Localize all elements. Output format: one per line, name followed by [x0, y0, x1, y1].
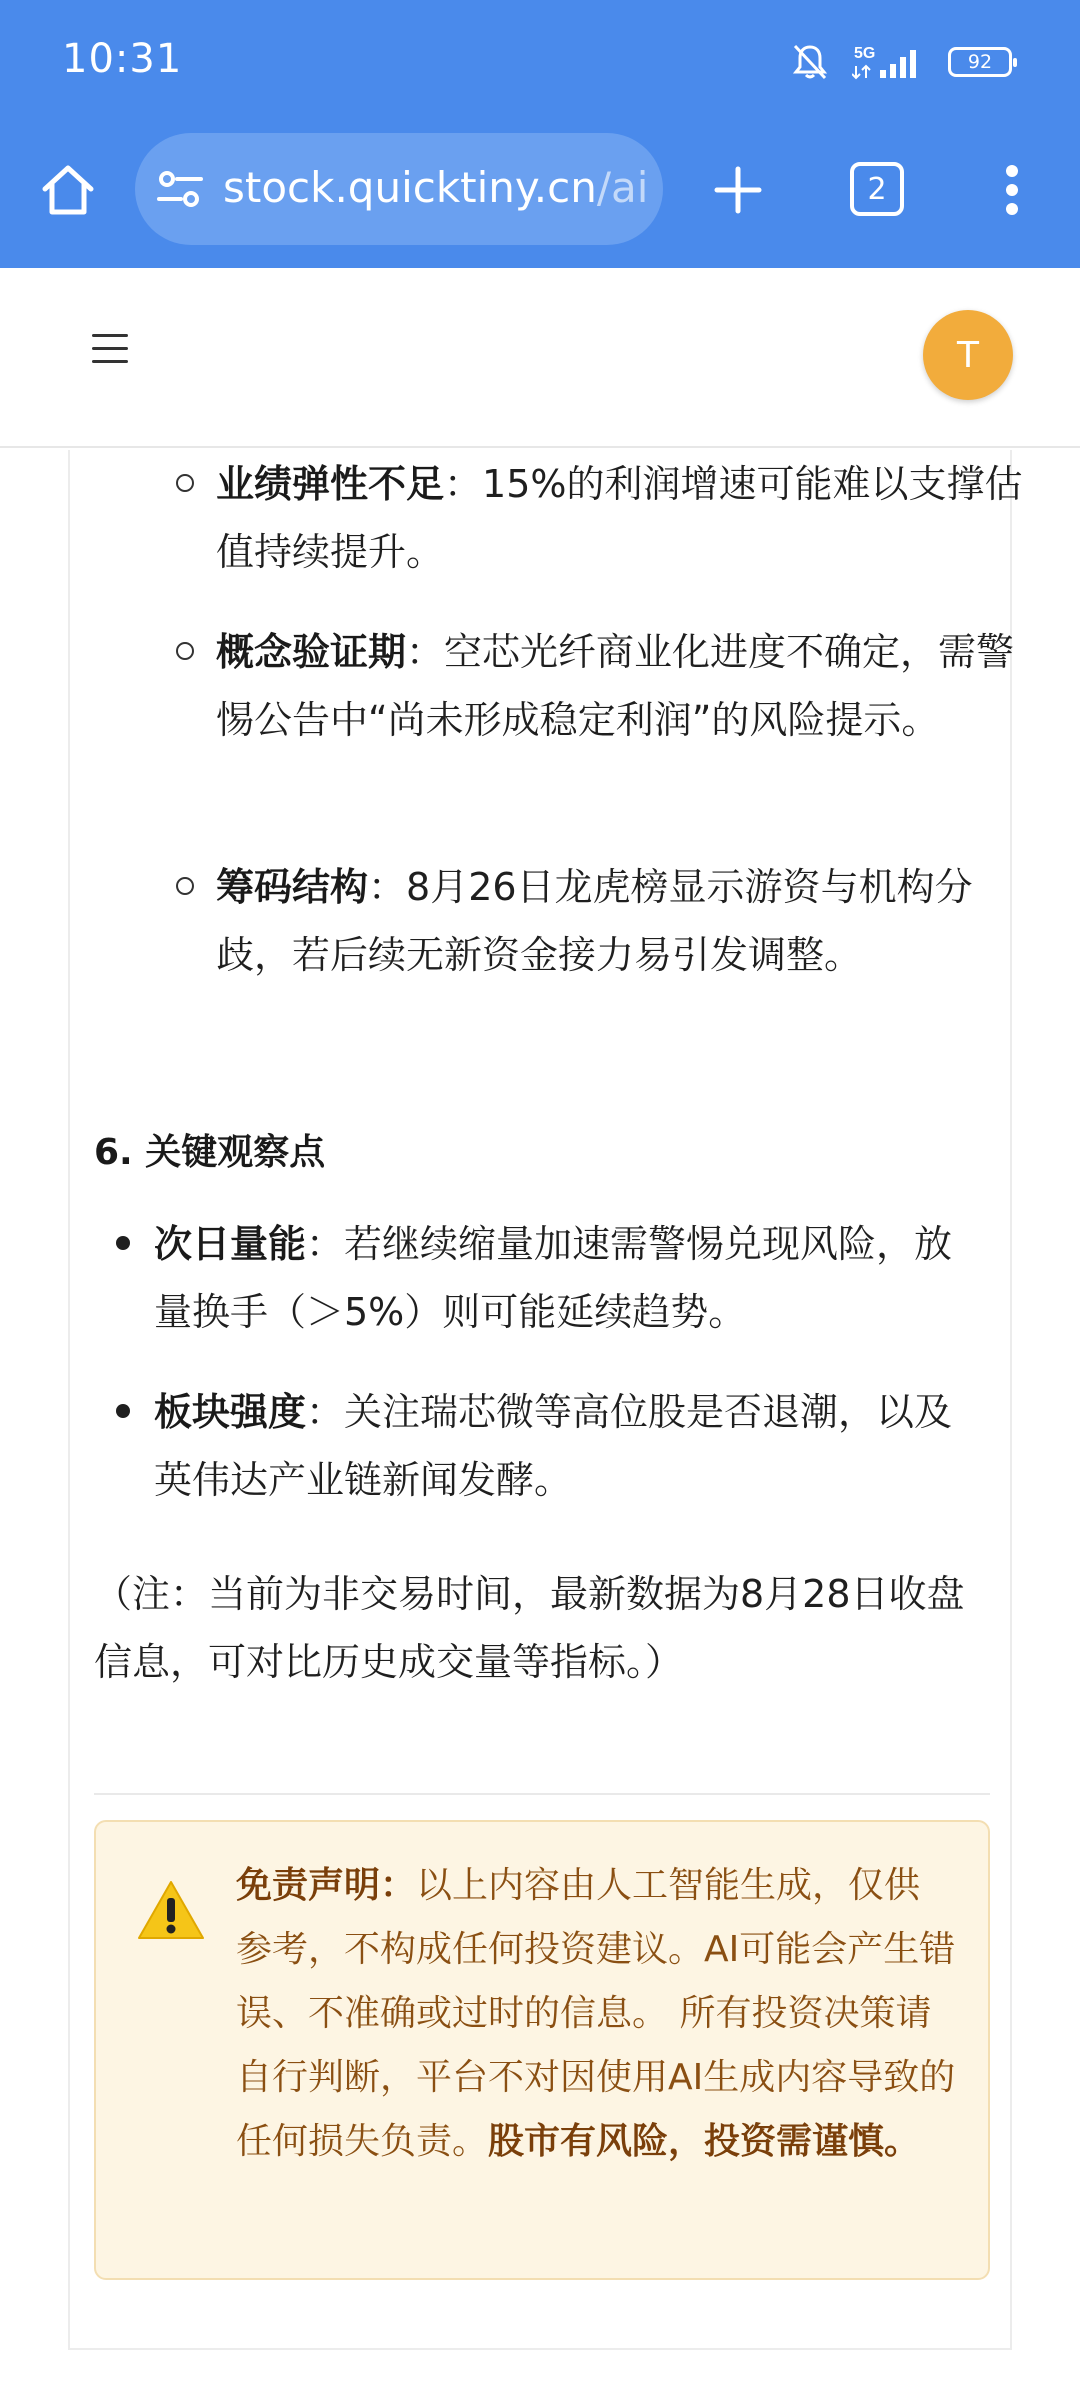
observation-item-sep: ：	[306, 1390, 345, 1434]
risk-item-title: 概念验证期	[216, 630, 407, 674]
risk-item-body: 空芯光纤商业化进度不确定，需警惕公告中“尚未形成稳定利润”的风险提示。	[216, 630, 1015, 742]
signal-5g-icon	[852, 42, 926, 82]
tab-switcher-button[interactable]: 2	[850, 162, 904, 216]
status-time: 10:31	[62, 36, 183, 82]
bullet-icon	[116, 1236, 130, 1250]
more-vert-icon	[1005, 165, 1019, 215]
hollow-bullet-icon	[176, 642, 194, 660]
risk-item-earnings	[216, 450, 1046, 586]
site-header	[0, 270, 1080, 448]
risk-item-sep: ：	[406, 630, 445, 674]
disclaimer-label: 免责声明：	[236, 1865, 417, 1906]
disclaimer-box	[94, 1820, 990, 2280]
observation-item-volume	[154, 1210, 984, 1346]
risk-item-body: 15%的利润增速可能难以支撑估值持续提升。	[216, 462, 1023, 574]
disclaimer-text	[236, 1854, 956, 2174]
data-note: （注：当前为非交易时间，最新数据为8月28日收盘信息，可对比历史成交量等指标。）	[94, 1572, 965, 1684]
status-bar	[0, 0, 1080, 130]
disclaimer-emphasis: 股市有风险，投资需谨慎。	[488, 2121, 921, 2162]
url-domain: stock.quicktiny.cn	[223, 163, 597, 212]
plus-icon	[713, 165, 763, 215]
bell-off-icon	[790, 42, 830, 82]
observation-item-body: 若继续缩量加速需警惕兑现风险，放量换手（＞5%）则可能延续趋势。	[154, 1222, 953, 1334]
bullet-icon	[116, 1404, 130, 1418]
risk-item-sep: ：	[368, 865, 407, 909]
url-path: /ai	[596, 163, 649, 212]
disclaimer-body: 以上内容由人工智能生成，仅供参考，不构成任何投资建议。AI可能会产生错误、不准确或过时的信息。 所有投资决策请自行判断，平台不对因使用AI生成内容导致的任何损失负责。	[236, 1865, 956, 2162]
hamburger-menu-icon[interactable]	[92, 334, 132, 374]
risk-item-body: 8月26日龙虎榜显示游资与机构分歧，若后续无新资金接力易引发调整。	[216, 865, 973, 977]
divider	[94, 1793, 990, 1795]
home-button[interactable]	[36, 158, 100, 222]
home-icon	[39, 161, 97, 219]
url-text[interactable]	[223, 163, 648, 212]
ai-answer-card	[68, 450, 1023, 2350]
risk-item-concept	[216, 618, 1046, 754]
address-bar-row	[0, 130, 1080, 250]
observation-item-sep: ：	[306, 1222, 345, 1266]
url-bar[interactable]	[135, 133, 663, 245]
avatar[interactable]: T	[923, 310, 1013, 400]
browser-menu-button[interactable]	[990, 158, 1034, 222]
hollow-bullet-icon	[176, 877, 194, 895]
network-label: 5G	[854, 45, 876, 62]
tune-icon[interactable]	[155, 169, 205, 209]
hollow-bullet-icon	[176, 474, 194, 492]
observation-item-title: 板块强度	[154, 1390, 307, 1434]
risk-item-sep: ：	[444, 462, 483, 506]
status-icons	[790, 42, 1012, 82]
battery-indicator: 92	[948, 47, 1012, 77]
section-title: 6. 关键观察点	[94, 1132, 326, 1173]
observation-item-sector	[154, 1378, 984, 1514]
risk-item-title: 筹码结构	[216, 865, 369, 909]
risk-item-title: 业绩弹性不足	[216, 462, 445, 506]
risk-item-chips	[216, 853, 1046, 989]
observation-item-title: 次日量能	[154, 1222, 307, 1266]
new-tab-button[interactable]	[706, 158, 770, 222]
browser-chrome	[0, 0, 1080, 268]
observation-item-body: 关注瑞芯微等高位股是否退潮，以及英伟达产业链新闻发酵。	[154, 1390, 953, 1502]
warning-icon	[136, 1878, 206, 1942]
